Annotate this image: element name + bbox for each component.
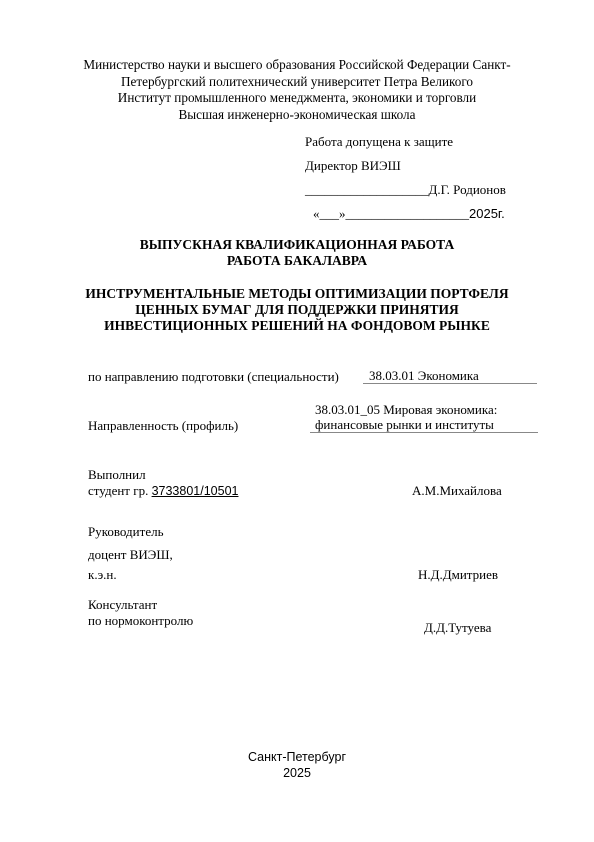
- profile-value-line2: финансовые рынки и институты: [315, 417, 494, 432]
- document-title: [0, 237, 594, 269]
- approval-date: [313, 206, 505, 222]
- direction-value: 38.03.01 Экономика: [369, 368, 479, 383]
- profile-underline: [310, 417, 538, 433]
- approval-admitted: Работа допущена к защите: [305, 134, 454, 149]
- author-group-prefix: студент гр.: [88, 483, 149, 498]
- footer-city: Санкт-Петербург: [247, 750, 347, 764]
- thesis-topic: [0, 286, 594, 334]
- topic-line: ИНВЕСТИЦИОННЫХ РЕШЕНИЙ НА ФОНДОВОМ РЫНКЕ: [104, 318, 490, 333]
- topic-line: ИНСТРУМЕНТАЛЬНЫЕ МЕТОДЫ ОПТИМИЗАЦИИ ПОРТФЕЛЯ: [85, 286, 509, 301]
- approval-date-year: 2025г.: [469, 206, 505, 221]
- approval-signature-line: ___________________Д.Г. Родионов: [305, 182, 506, 197]
- author-group-number: 3733801/10501: [151, 484, 239, 498]
- profile-label: Направленность (профиль): [88, 418, 239, 433]
- title-line: РАБОТА БАКАЛАВРА: [226, 253, 368, 268]
- approval-director: Директор ВИЭШ: [305, 158, 401, 173]
- topic-line: ЦЕННЫХ БУМАГ ДЛЯ ПОДДЕРЖКИ ПРИНЯТИЯ: [135, 302, 459, 317]
- consultant-role: по нормоконтролю: [88, 613, 194, 628]
- header-line: Высшая инженерно-экономическая школа: [178, 106, 416, 122]
- supervisor-label: Руководитель: [88, 524, 164, 539]
- footer: [0, 749, 594, 781]
- author-name: А.М.Михайлова: [412, 483, 502, 498]
- header-line: Министерство науки и высшего образования Российской Федерации Санкт-: [83, 57, 511, 72]
- consultant-name: Д.Д.Тутуева: [424, 620, 492, 635]
- header-line: Институт промышленного менеджмента, экономики и торговли: [117, 90, 477, 105]
- author-label: Выполнил: [88, 467, 146, 482]
- supervisor-degree: к.э.н.: [88, 567, 117, 582]
- footer-year: 2025: [283, 766, 311, 780]
- supervisor-name: Н.Д.Дмитриев: [418, 567, 499, 582]
- supervisor-position: доцент ВИЭШ,: [88, 547, 173, 562]
- title-line: ВЫПУСКНАЯ КВАЛИФИКАЦИОННАЯ РАБОТА: [139, 237, 455, 252]
- header-line: Петербургский политехнический университет Петра Великого: [120, 73, 474, 89]
- direction-label: по направлению подготовки (специальности): [88, 369, 339, 384]
- direction-underline: [363, 368, 537, 384]
- institution-header: [0, 57, 594, 123]
- author-group-line: [88, 483, 238, 499]
- profile-value-line1: 38.03.01_05 Мировая экономика:: [315, 402, 498, 417]
- consultant-label: Консультант: [88, 597, 158, 612]
- approval-date-blank: «___»___________________: [313, 206, 469, 221]
